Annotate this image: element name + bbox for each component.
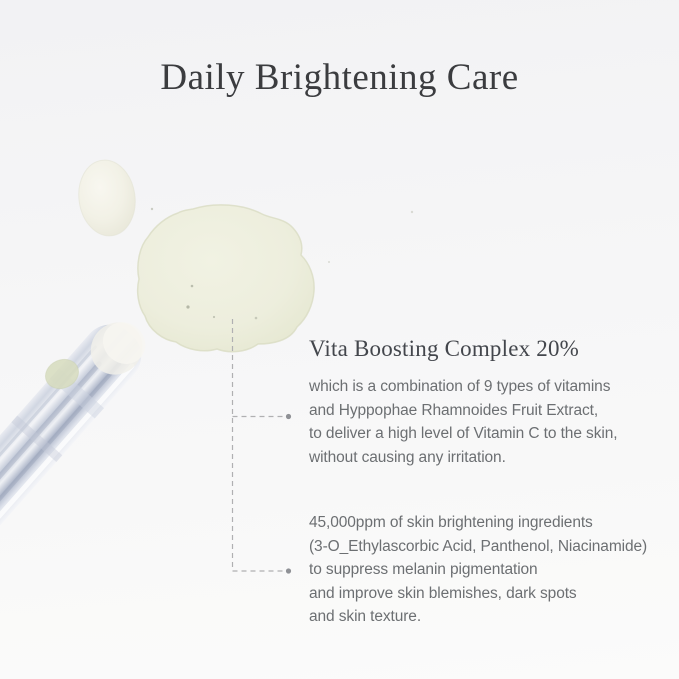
- paragraph-line: (3-O_Ethylascorbic Acid, Panthenol, Niacinamide): [309, 537, 648, 555]
- paragraph-line: and Hyppophae Rhamnoides Fruit Extract,: [309, 401, 599, 419]
- page-title: Daily Brightening Care: [160, 57, 519, 98]
- paragraph-line: 45,000ppm of skin brightening ingredients: [309, 514, 593, 531]
- paragraph-line: without causing any irritation.: [309, 448, 506, 466]
- glass-dropper-icon: [0, 307, 158, 567]
- paragraph-line: to deliver a high level of Vitamin C to the skin,: [309, 425, 618, 442]
- paragraph-line: and improve skin blemishes, dark spots: [309, 584, 577, 602]
- callout-heading: Vita Boosting Complex 20%: [309, 336, 580, 361]
- callout-brightening-ingredients: [309, 511, 647, 629]
- serum-swatch: [138, 205, 314, 352]
- callout-paragraph: [309, 375, 617, 469]
- paragraph-line: and skin texture.: [309, 608, 422, 625]
- paragraph-line: to suppress melanin pigmentation: [309, 561, 538, 578]
- callout-vita-boosting: [309, 336, 617, 469]
- callout-paragraph: [309, 511, 647, 629]
- connector-dot-top: [286, 414, 291, 419]
- connector-dot-bottom: [286, 568, 291, 573]
- small-serum-droplet: [74, 156, 140, 239]
- paragraph-line: which is a combination of 9 types of vitamins: [309, 378, 611, 395]
- callout-connector: [233, 319, 285, 571]
